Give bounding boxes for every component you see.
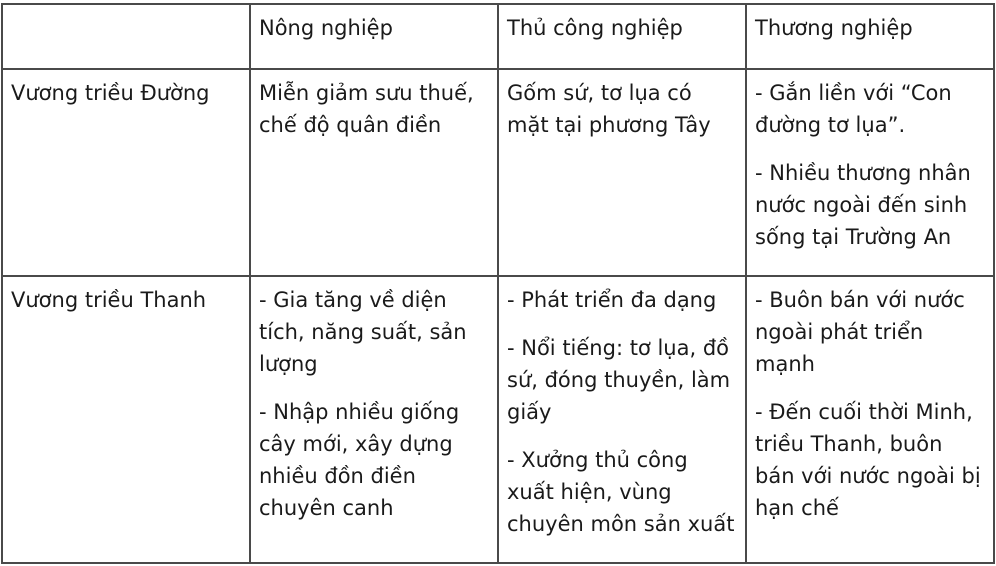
table-cell <box>498 276 746 563</box>
cell-line: - Buôn bán với nước ngoài phát triển mạnh <box>755 288 965 376</box>
cell-line: - Phát triển đa dạng <box>507 288 717 312</box>
cell-line: Gốm sứ, tơ lụa có mặt tại phương Tây <box>507 81 711 137</box>
table-cell <box>498 69 746 276</box>
header-cell-commerce: Thương nghiệp <box>746 4 994 69</box>
cell-line: - Nổi tiếng: tơ lụa, đồ sứ, đóng thuyền, làm giấy <box>507 336 731 424</box>
cell-line: - Xưởng thủ công xuất hiện, vùng chuyên môn sản xuất <box>507 448 735 536</box>
header-row <box>2 4 994 69</box>
table-cell <box>250 69 498 276</box>
header-cell-empty <box>2 4 250 69</box>
table-cell <box>250 276 498 563</box>
table-cell <box>746 69 994 276</box>
cell-line: - Nhập nhiều giống cây mới, xây dựng nhiều đồn điền chuyên canh <box>259 400 460 520</box>
cell-line: Miễn giảm sưu thuế, chế độ quân điền <box>259 81 474 137</box>
cell-line: - Đến cuối thời Minh, triều Thanh, buôn bán với nước ngoài bị hạn chế <box>755 400 981 520</box>
table-cell <box>746 276 994 563</box>
cell-line: - Gắn liền với “Con đường tơ lụa”. <box>755 81 952 137</box>
comparison-table <box>1 3 995 564</box>
header-cell-handicraft: Thủ công nghiệp <box>498 4 746 69</box>
row-label: Vương triều Đường <box>2 69 250 276</box>
cell-line: - Gia tăng về diện tích, năng suất, sản lượng <box>259 288 467 376</box>
row-label: Vương triều Thanh <box>2 276 250 563</box>
table-row <box>2 276 994 563</box>
header-cell-agriculture: Nông nghiệp <box>250 4 498 69</box>
table-row <box>2 69 994 276</box>
cell-line: - Nhiều thương nhân nước ngoài đến sinh sống tại Trường An <box>755 161 971 249</box>
